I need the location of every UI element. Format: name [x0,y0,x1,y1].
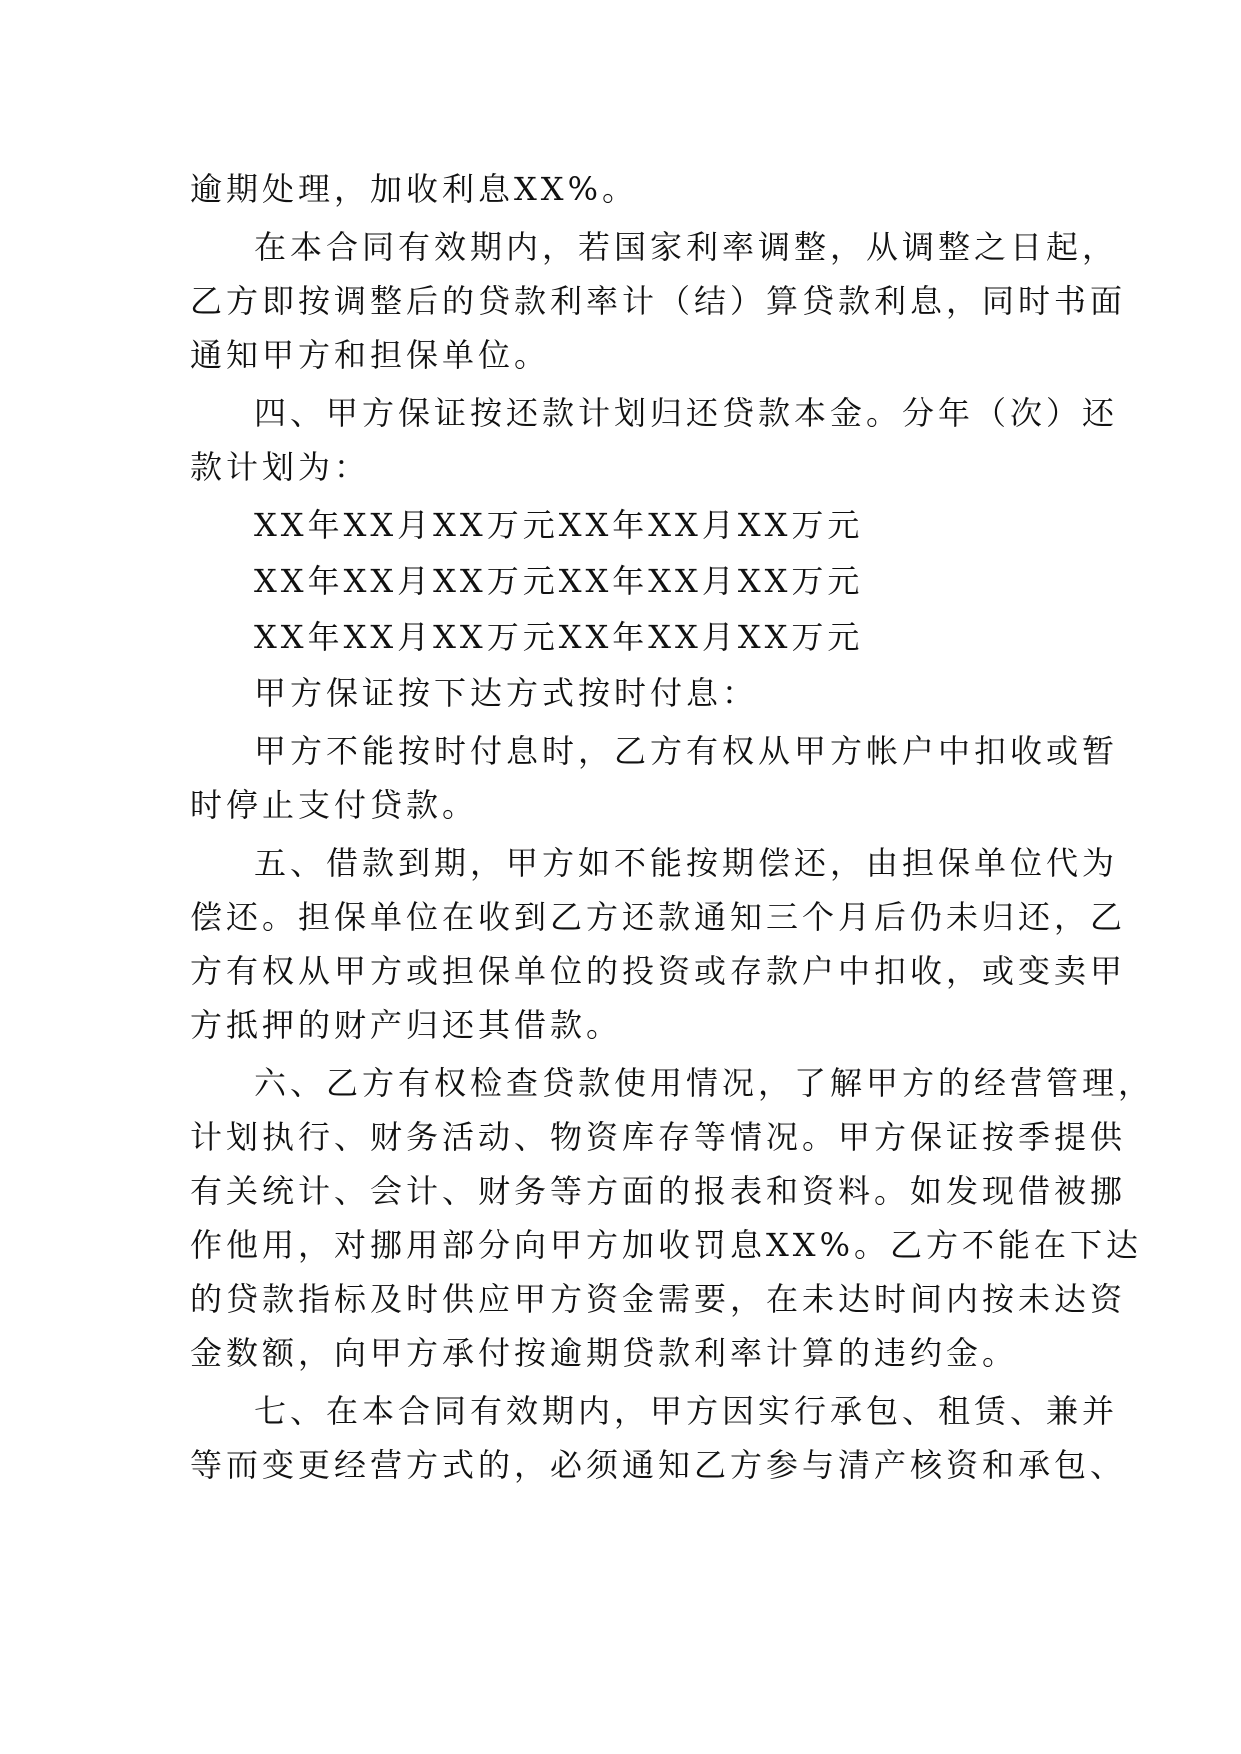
text-line: 通知甲方和担保单位。 [190,336,551,374]
repayment-schedule-line: XX年XX月XX万元XX年XX月XX万元 [254,562,864,600]
text-line: 的贷款指标及时供应甲方资金需要，在未达时间内按未达资 [190,1280,1127,1318]
text-line: 时停止支付贷款。 [190,786,479,824]
text-line: 方抵押的财产归还其借款。 [190,1006,623,1044]
text-line: 等而变更经营方式的，必须通知乙方参与清产核资和承包、 [190,1446,1127,1484]
text-line: 五、借款到期，甲方如不能按期偿还，由担保单位代为 [254,844,1119,882]
text-line: 有关统计、会计、财务等方面的报表和资料。如发现借被挪 [190,1172,1127,1210]
text-line: 方有权从甲方或担保单位的投资或存款户中扣收，或变卖甲 [190,952,1127,990]
text-line: 四、甲方保证按还款计划归还贷款本金。分年（次）还 [254,394,1119,432]
text-line: 甲方保证按下达方式按时付息： [254,674,759,712]
text-line: 甲方不能按时付息时，乙方有权从甲方帐户中扣收或暂 [254,732,1119,770]
text-line: 金数额，向甲方承付按逾期贷款利率计算的违约金。 [190,1334,1019,1372]
repayment-schedule-line: XX年XX月XX万元XX年XX月XX万元 [254,506,864,544]
repayment-schedule-line: XX年XX月XX万元XX年XX月XX万元 [254,618,864,656]
text-line: 款计划为： [190,448,371,486]
text-line: 逾期处理，加收利息XX%。 [190,170,638,208]
text-line: 乙方即按调整后的贷款利率计（结）算贷款利息，同时书面 [190,282,1127,320]
text-line: 六、乙方有权检查贷款使用情况，了解甲方的经营管理， [254,1064,1155,1102]
text-line: 在本合同有效期内，若国家利率调整，从调整之日起， [254,228,1119,266]
text-line: 计划执行、财务活动、物资库存等情况。甲方保证按季提供 [190,1118,1127,1156]
text-line: 七、在本合同有效期内，甲方因实行承包、租赁、兼并 [254,1392,1119,1430]
text-line: 偿还。担保单位在收到乙方还款通知三个月后仍未归还，乙 [190,898,1127,936]
text-line: 作他用，对挪用部分向甲方加收罚息XX%。乙方不能在下达 [190,1226,1142,1264]
